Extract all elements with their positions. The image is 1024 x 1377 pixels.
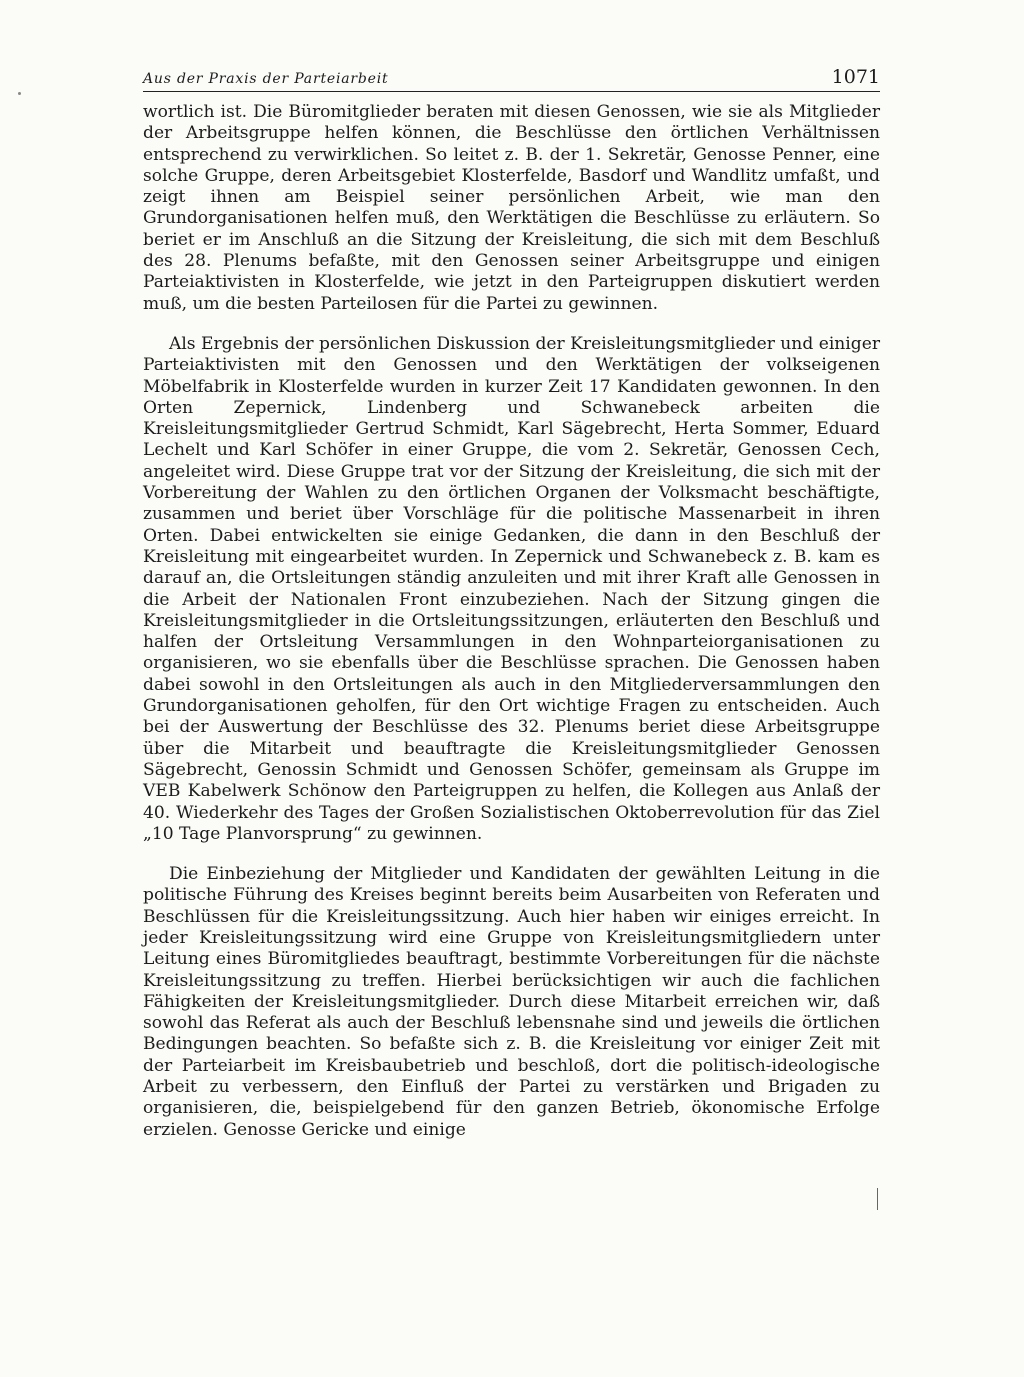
page-number: 1071 bbox=[831, 66, 880, 88]
paragraph-2: Als Ergebnis der persönlichen Diskussion der Kreisleitungsmitglieder und einiger Parteiaktivisten mit den Genossen und den Werktätigen der volkseigenen Möbelfabrik in Klosterfelde wurden in kurzer Zeit 17 Kandidaten gewonnen. In den Orten Zepernick, Lindenberg und Schwanebeck arbeiten die Kreisleitungsmitglieder Gertrud Schmidt, Karl Sägebrecht, Herta Sommer, Eduard Lechelt und Karl Schöfer in einer Gruppe, die vom 2. Sekretär, Genossen Cech, angeleitet wird. Diese Gruppe trat vor der Sitzung der Kreisleitung, die sich mit der Vorbereitung der Wahlen zu den örtlichen Organen der Volksmacht beschäftigte, zusammen und beriet über Vorschläge für die politische Massenarbeit in ihren Orten. Dabei entwickelten sie einige Gedanken, die dann in den Beschluß der Kreisleitung mit eingearbeitet wurden. In Zepernick und Schwanebeck z. B. kam es darauf an, die Ortsleitungen ständig anzuleiten und mit ihrer Kraft alle Genossen in die Arbeit der Nationalen Front einzubeziehen. Nach der Sitzung gingen die Kreisleitungsmitglieder in die Ortsleitungssitzungen, erläuterten den Beschluß und halfen der Ortsleitung Versammlungen in den Wohnparteiorganisationen zu organisieren, wo sie ebenfalls über die Beschlüsse sprachen. Die Genossen haben dabei sowohl in den Ortsleitungen als auch in den Mitgliederversammlungen den Grundorganisationen geholfen, für den Ort wichtige Fragen zu entscheiden. Auch bei der Auswertung der Beschlüsse des 32. Plenums beriet diese Arbeitsgruppe über die Mitarbeit und beauftragte die Kreisleitungsmitglieder Genossen Sägebrecht, Genossin Schmidt und Genossen Schöfer, gemeinsam als Gruppe im VEB Kabelwerk Schönow den Parteigruppen zu helfen, die Kollegen aus Anlaß der 40. Wiederkehr des Tages der Großen Sozialistischen Oktoberrevolution für das Ziel „10 Tage Planvorsprung“ zu gewinnen. bbox=[143, 333, 880, 844]
book-page bbox=[143, 68, 880, 1141]
running-head-title: Aus der Praxis der Parteiarbeit bbox=[143, 71, 389, 87]
paragraph-1: wortlich ist. Die Büromitglieder beraten mit diesen Genossen, wie sie als Mitglieder der Arbeitsgruppe helfen können, die Beschlüsse den örtlichen Verhältnissen entsprechend zu verwirklichen. So leitet z. B. der 1. Sekretär, Genosse Penner, eine solche Gruppe, deren Arbeitsgebiet Klosterfelde, Basdorf und Wandlitz umfaßt, und zeigt ihnen am Beispiel seiner persönlichen Arbeit, wie man den Grundorganisationen helfen muß, den Werktätigen die Beschlüsse zu erläutern. So beriet er im Anschluß an die Sitzung der Kreisleitung, die sich mit dem Beschluß des 28. Plenums befaßte, mit den Genossen seiner Arbeitsgruppe und einigen Parteiaktivisten in Klosterfelde, wie jetzt in den Parteigruppen diskutiert werden muß, um die besten Parteilosen für die Partei zu gewinnen. bbox=[143, 102, 880, 314]
running-head bbox=[143, 68, 880, 92]
scan-speck bbox=[18, 92, 21, 95]
paragraph-3: Die Einbeziehung der Mitglieder und Kandidaten der gewählten Leitung in die politische Führung des Kreises beginnt bereits beim Ausarbeiten von Referaten und Beschlüssen für die Kreisleitungssitzung. Auch hier haben wir einiges erreicht. In jeder Kreisleitungssitzung wird eine Gruppe von Kreisleitungsmitgliedern unter Leitung eines Büromitgliedes beauftragt, bestimmte Vorbereitungen für die nächste Kreisleitungssitzung zu treffen. Hierbei berücksichtigen wir auch die fachlichen Fähigkeiten der Kreisleitungsmitglieder. Durch diese Mitarbeit erreichen wir, daß sowohl das Referat als auch der Beschluß lebensnahe sind und jeweils die örtlichen Bedingungen beachten. So befaßte sich z. B. die Kreisleitung vor einiger Zeit mit der Parteiarbeit im Kreisbaubetrieb und beschloß, dort die politisch-ideologische Arbeit zu verbessern, den Einfluß der Partei zu verstärken und Brigaden zu organisieren, die, beispielgebend für den ganzen Betrieb, ökonomische Erfolge erzielen. Genosse Gericke und einige bbox=[143, 864, 880, 1140]
margin-mark bbox=[877, 1188, 878, 1210]
